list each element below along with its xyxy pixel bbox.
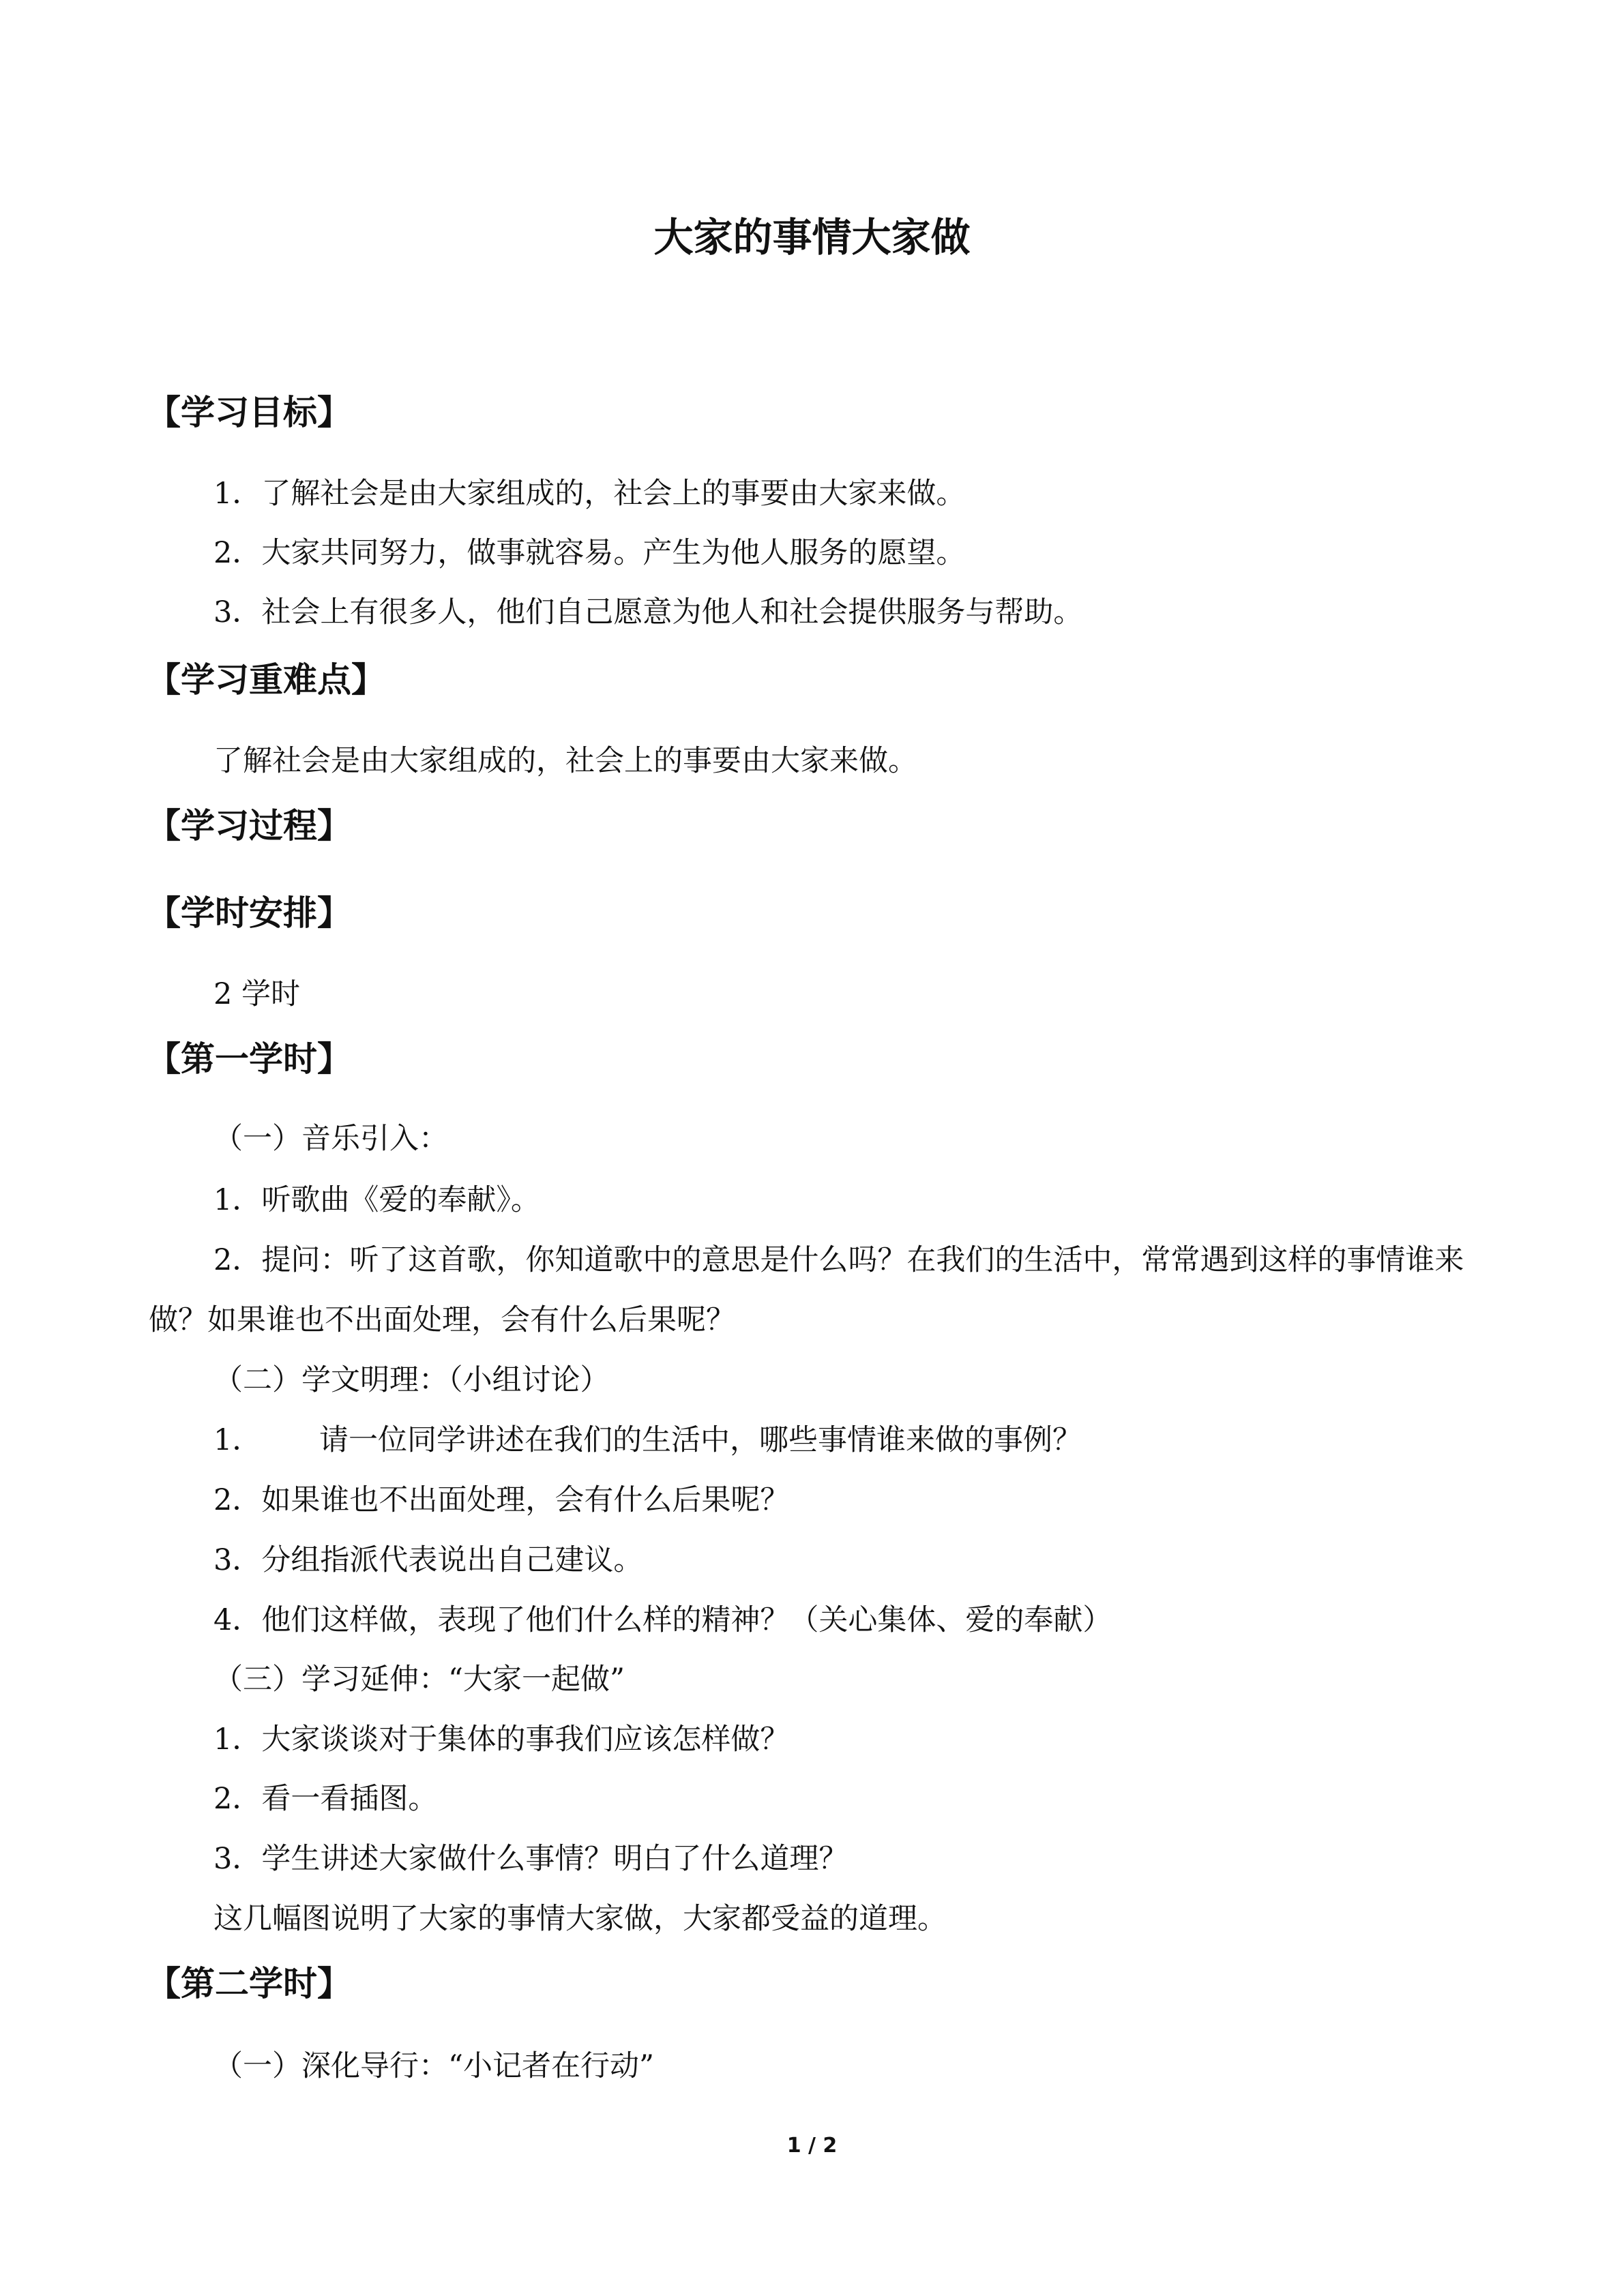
heading-lesson-2: 【第二学时】 xyxy=(147,1964,351,2003)
document-title: 大家的事情大家做 xyxy=(653,214,971,260)
lesson1-part2-item-2: 2．如果谁也不出面处理，会有什么后果呢？ xyxy=(213,1483,790,1517)
list-text: 请一位同学讲述在我们的生活中，哪些事情谁来做的事例？ xyxy=(319,1423,1082,1457)
heading-schedule: 【学时安排】 xyxy=(147,893,351,933)
lesson1-part3-item-1: 1．大家谈谈对于集体的事我们应该怎样做？ xyxy=(213,1723,790,1757)
lesson1-part2-item-4: 4．他们这样做，表现了他们什么样的精神？（关心集体、爱的奉献） xyxy=(213,1603,1112,1637)
page-number: 1 / 2 xyxy=(786,2134,838,2158)
lesson1-part2-item-3: 3．分组指派代表说出自己建议。 xyxy=(213,1543,643,1577)
lesson1-part2-item-1 xyxy=(213,1420,1082,1461)
lesson1-part3-summary: 这几幅图说明了大家的事情大家做，大家都受益的道理。 xyxy=(213,1902,947,1936)
lesson1-part1-item-1: 1．听歌曲《爱的奉献》。 xyxy=(213,1183,540,1217)
goal-item-3: 3．社会上有很多人，他们自己愿意为他人和社会提供服务与帮助。 xyxy=(213,595,1083,629)
lesson2-part1-title: （一）深化导行：“小记者在行动” xyxy=(213,2049,654,2083)
heading-key-points: 【学习重难点】 xyxy=(147,660,385,700)
lesson1-part1-title: （一）音乐引入： xyxy=(213,1122,448,1156)
heading-learning-goals: 【学习目标】 xyxy=(147,393,351,432)
schedule-text: 2 学时 xyxy=(213,977,301,1011)
lesson1-part3-item-3: 3．学生讲述大家做什么事情？明白了什么道理？ xyxy=(213,1842,848,1876)
heading-learning-process: 【学习过程】 xyxy=(147,806,351,846)
lesson1-part3-title: （三）学习延伸：“大家一起做” xyxy=(213,1663,625,1697)
goal-item-2: 2．大家共同努力，做事就容易。产生为他人服务的愿望。 xyxy=(213,536,966,570)
lesson1-part1-item-2: 2．提问：听了这首歌，你知道歌中的意思是什么吗？在我们的生活中，常常遇到这样的事情谁来做？如果谁也不出面处理，会有什么后果呢？ xyxy=(149,1243,1464,1337)
key-points-text: 了解社会是由大家组成的，社会上的事要由大家来做。 xyxy=(213,744,917,778)
lesson1-part2-title: （二）学文明理：（小组讨论） xyxy=(213,1363,610,1397)
lesson1-part3-item-2: 2．看一看插图。 xyxy=(213,1782,438,1816)
heading-lesson-1: 【第一学时】 xyxy=(147,1039,351,1079)
goal-item-1: 1．了解社会是由大家组成的，社会上的事要由大家来做。 xyxy=(213,477,966,511)
list-number: 1． xyxy=(213,1423,262,1457)
